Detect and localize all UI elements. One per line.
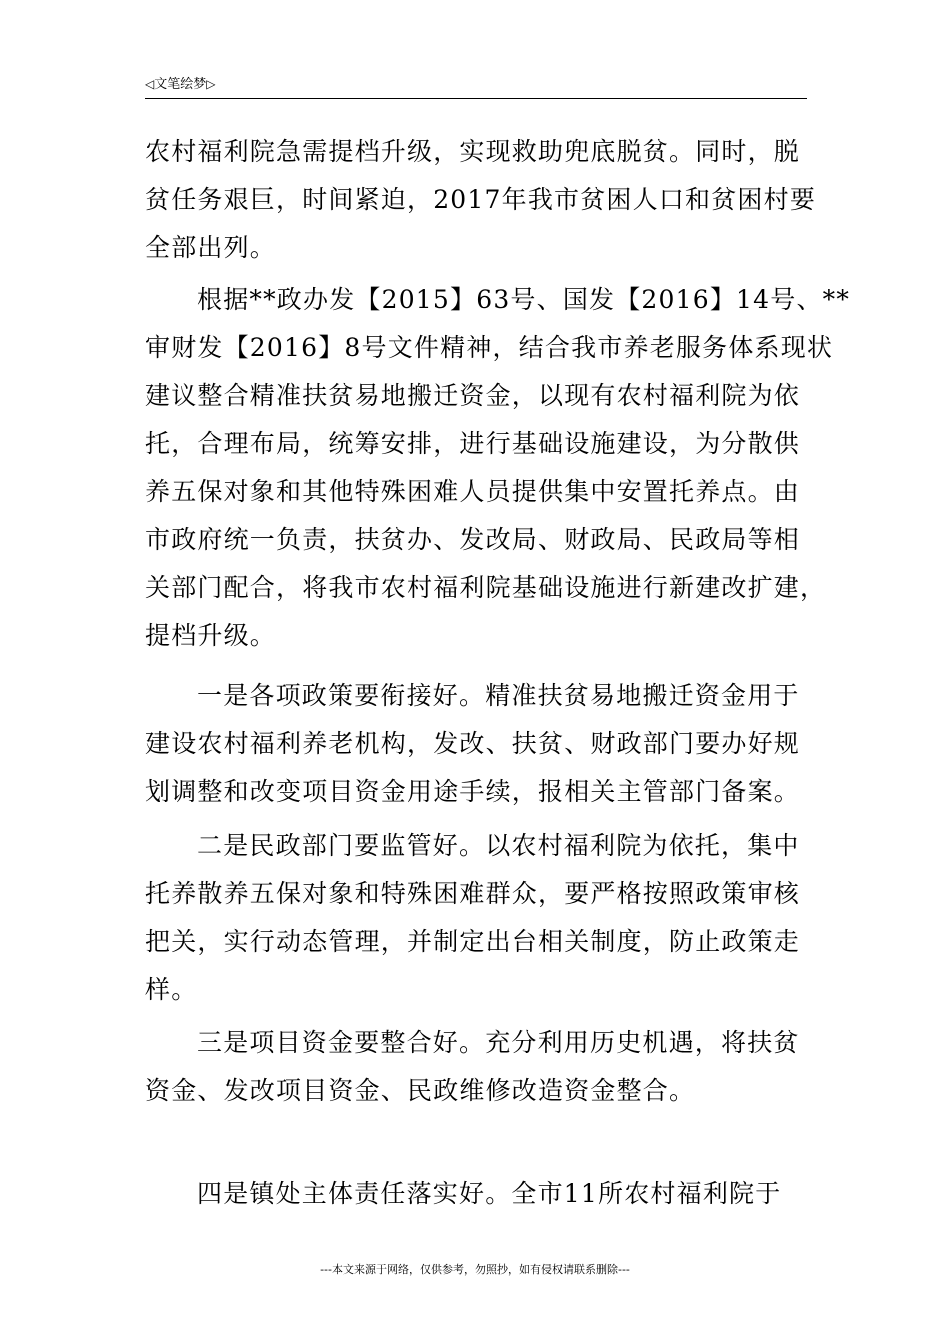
paragraph-line: 建设农村福利养老机构，发改、扶贫、财政部门要办好规 (145, 729, 801, 758)
paragraph-line: 关部门配合，将我市农村福利院基础设施进行新建改扩建， (145, 573, 827, 602)
paragraph-line: 提档升级。 (145, 621, 277, 650)
paragraph-line: 审财发【2016】8号文件精神，结合我市养老服务体系现状 (145, 333, 834, 362)
paragraph-line-text: 四是镇处主体责任落实好。全市11所农村福利院于 (197, 1179, 782, 1208)
footer-disclaimer: ---本文来源于网络，仅供参考，勿照抄，如有侵权请联系删除--- (320, 1263, 630, 1276)
paragraph-line: 市政府统一负责，扶贫办、发改局、财政局、民政局等相 (145, 525, 801, 554)
paragraph-line: 全部出列。 (145, 233, 277, 262)
paragraph-line: 划调整和改变项目资金用途手续，报相关主管部门备案。 (145, 777, 801, 806)
paragraph-6 (145, 1170, 810, 1218)
paragraph-line: 农村福利院急需提档升级，实现救助兜底脱贫。同时，脱 (145, 137, 801, 166)
paragraph-line: 养五保对象和其他特殊困难人员提供集中安置托养点。由 (145, 477, 801, 506)
paragraph-line-text: 一是各项政策要衔接好。精准扶贫易地搬迁资金用于 (197, 681, 800, 710)
paragraph-4 (145, 822, 810, 1014)
header-brand (145, 74, 215, 95)
paragraph-line (145, 822, 810, 870)
page-header (145, 74, 807, 99)
paragraph-line: 把关，实行动态管理，并制定出台相关制度，防止政策走 (145, 927, 801, 956)
paragraph-2 (145, 276, 851, 660)
paragraph-3 (145, 672, 810, 816)
paragraph-line-text: 三是项目资金要整合好。充分利用历史机遇，将扶贫 (197, 1028, 800, 1057)
header-title: 文笔绘梦 (154, 77, 207, 92)
paragraph-line-text: 根据**政办发【2015】63号、国发【2016】14号、** (197, 285, 851, 314)
paragraph-line: 建议整合精准扶贫易地搬迁资金，以现有农村福利院为依 (145, 381, 801, 410)
paragraph-line: 资金、发改项目资金、民政维修改造资金整合。 (145, 1076, 696, 1105)
left-triangle-icon: ◁ (145, 77, 155, 91)
paragraph-line (145, 1170, 810, 1218)
right-triangle-icon: ▷ (206, 77, 216, 91)
paragraph-line: 样。 (145, 975, 198, 1004)
paragraph-line (145, 276, 851, 324)
paragraph-line: 托养散养五保对象和特殊困难群众，要严格按照政策审核 (145, 879, 801, 908)
paragraph-line (145, 1019, 810, 1067)
paragraph-line (145, 672, 810, 720)
paragraph-1 (145, 128, 817, 272)
paragraph-line: 贫任务艰巨，时间紧迫，2017年我市贫困人口和贫困村要 (145, 185, 817, 214)
paragraph-line: 托，合理布局，统筹安排，进行基础设施建设，为分散供 (145, 429, 801, 458)
paragraph-line-text: 二是民政部门要监管好。以农村福利院为依托，集中 (197, 831, 800, 860)
paragraph-5 (145, 1019, 810, 1115)
